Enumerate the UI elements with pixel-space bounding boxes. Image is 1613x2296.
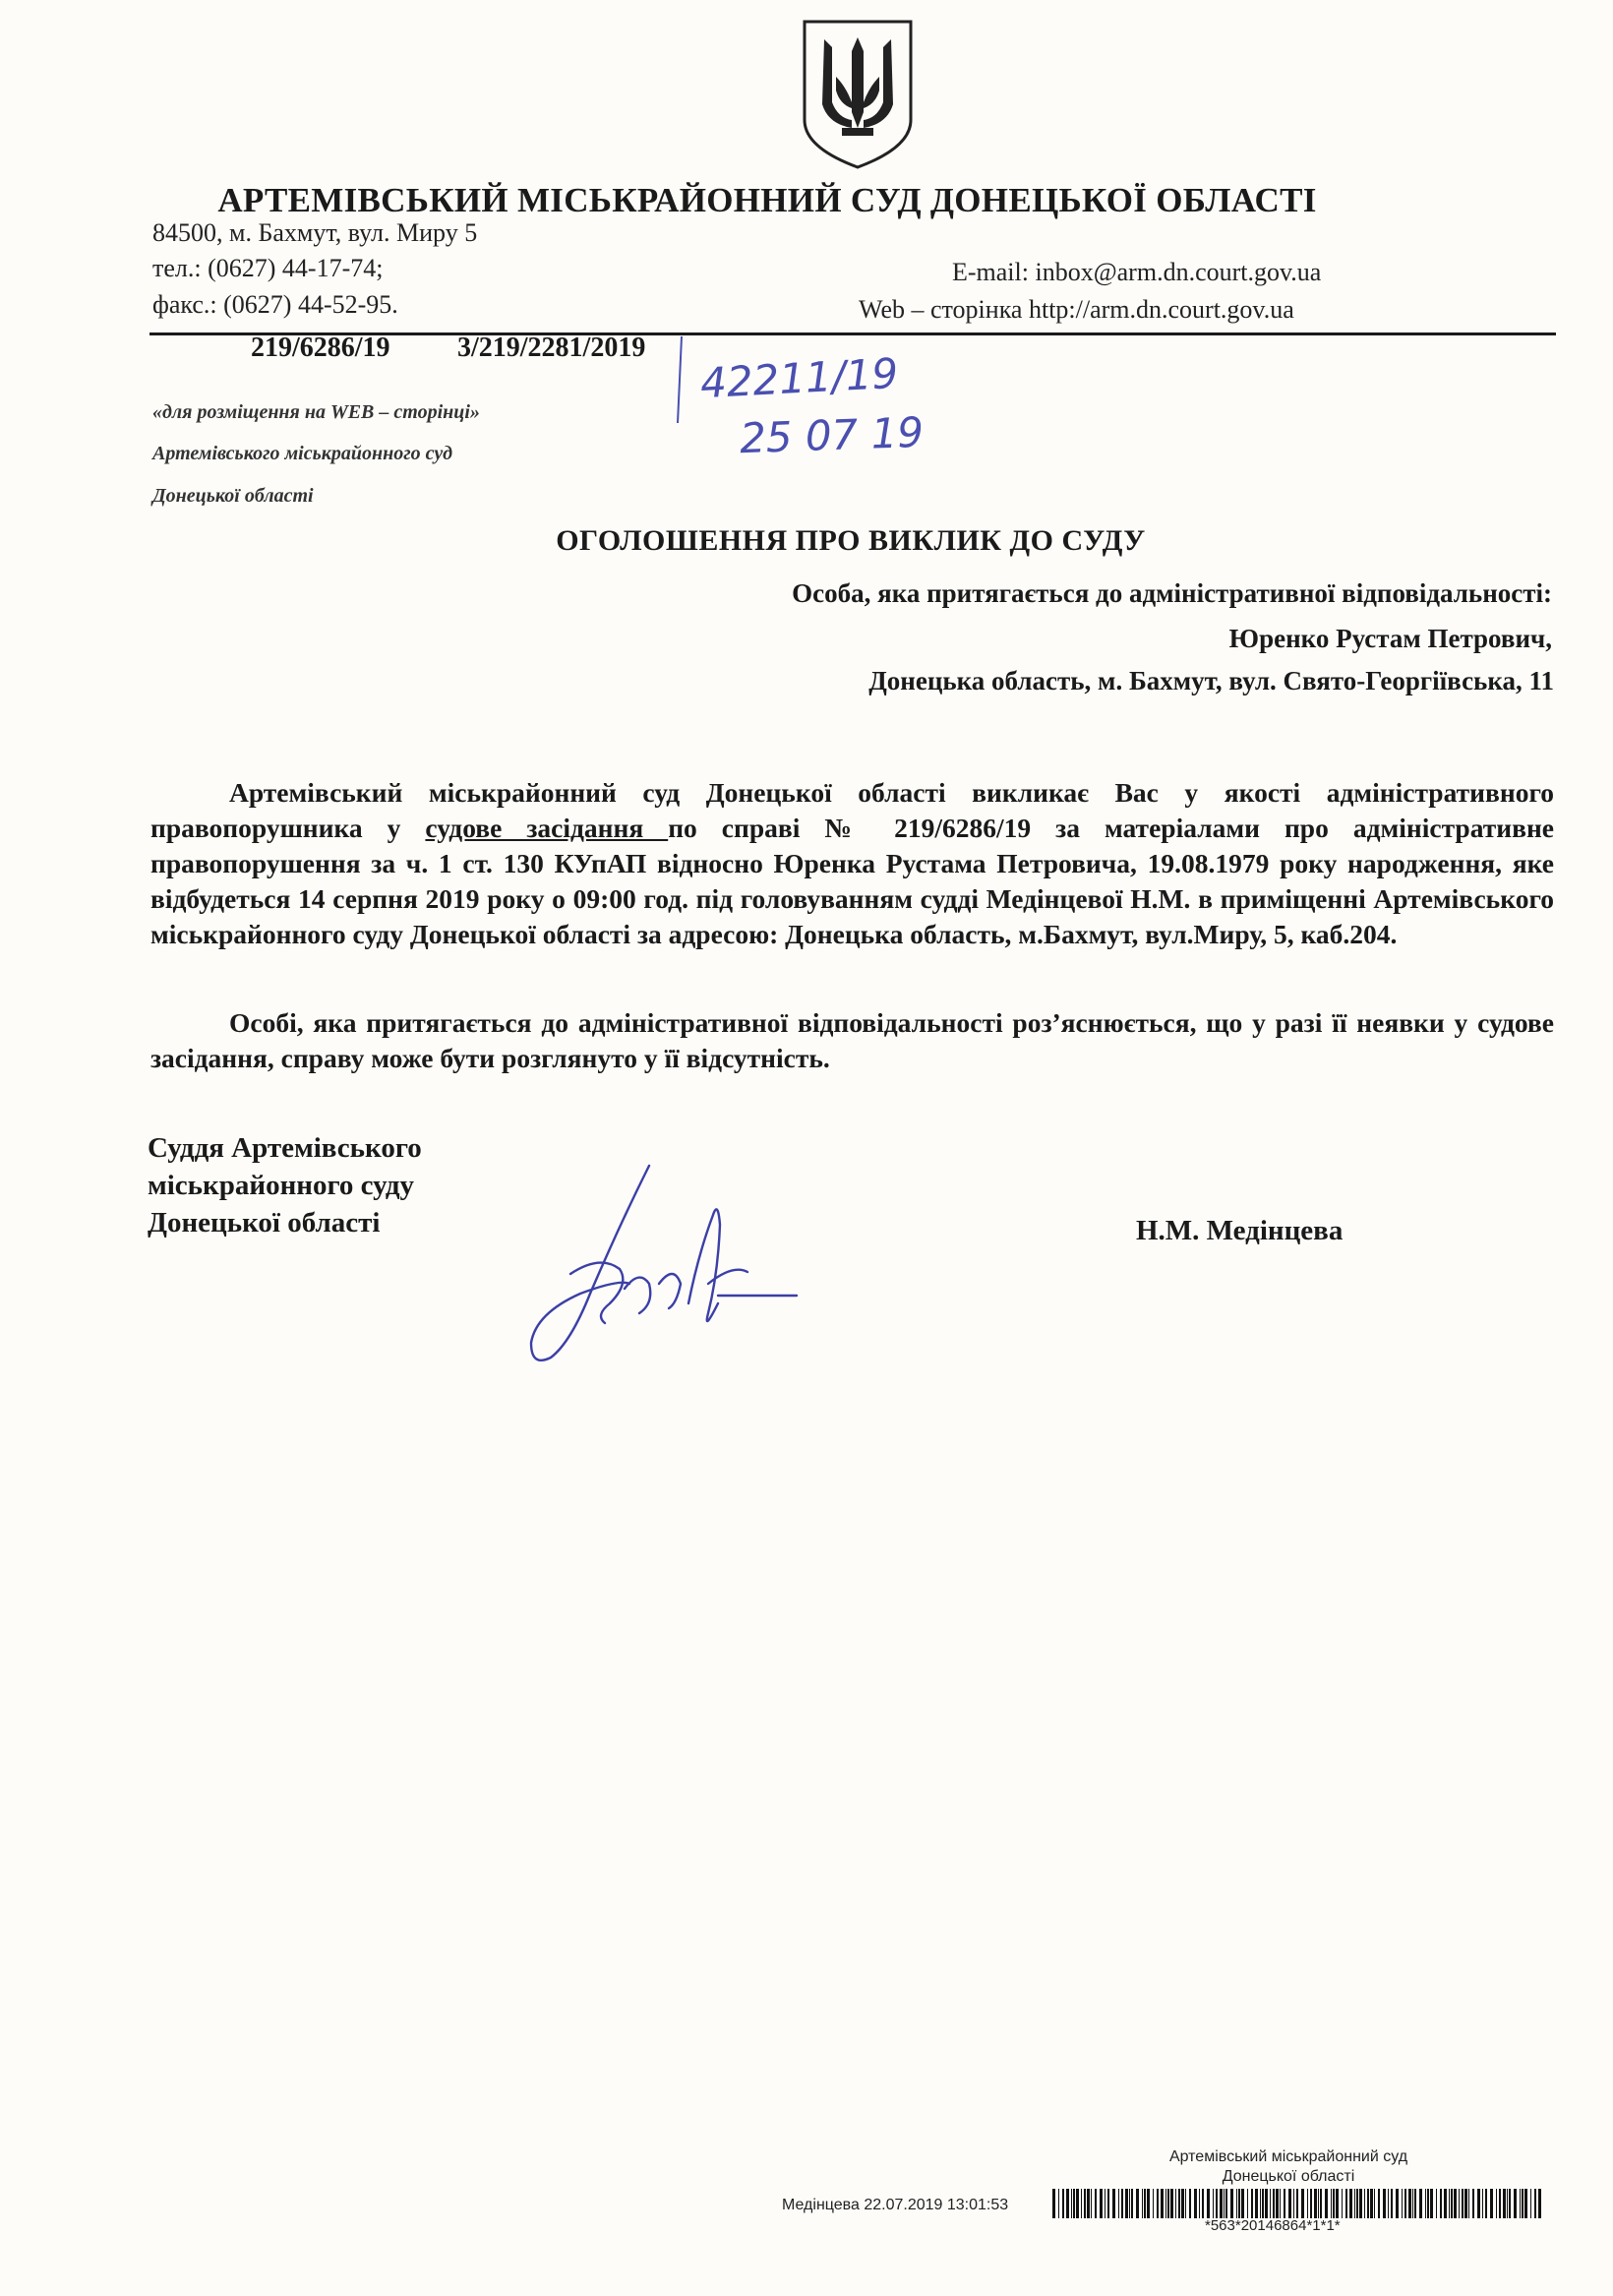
barcode-bar <box>1241 2189 1244 2218</box>
barcode-bar <box>1359 2189 1362 2218</box>
barcode-bar <box>1100 2189 1103 2218</box>
barcode-bar <box>1125 2189 1128 2218</box>
stamp-court-line: Донецької області <box>1222 2168 1355 2185</box>
barcode-bar <box>1247 2189 1248 2218</box>
judge-signature <box>511 1156 826 1372</box>
barcode-bar <box>1524 2189 1527 2218</box>
handwritten-registration-number: 42211/19 <box>698 348 900 408</box>
barcode-bar <box>1066 2189 1069 2218</box>
barcode-bar <box>1425 2189 1426 2218</box>
barcode-bar <box>1087 2189 1090 2218</box>
placement-note-line: «для розміщення на WEB – сторінці» <box>152 401 480 423</box>
barcode-bar <box>1202 2189 1204 2218</box>
barcode-bar <box>1325 2189 1328 2218</box>
barcode-bar <box>1058 2189 1059 2218</box>
barcode-bar <box>1118 2189 1119 2218</box>
barcode-bar <box>1129 2189 1130 2218</box>
barcode-bar <box>1449 2189 1450 2218</box>
barcode-bar <box>1499 2189 1501 2218</box>
barcode-bar <box>1496 2189 1497 2218</box>
absence-notice-paragraph: Особі, яка притягається до адміністративної відповідальності роз’яснюється, що у разі її неявки у судове засідання, справу може бути розглянуто у її відсутність. <box>150 1007 1554 1073</box>
stamp-signer-timestamp: Медінцева 22.07.2019 13:01:53 <box>782 2197 1009 2213</box>
barcode-bar <box>1374 2189 1375 2218</box>
barcode-bar <box>1095 2189 1097 2218</box>
document-title: ОГОЛОШЕННЯ ПРО ВИКЛИК ДО СУДУ <box>556 524 1146 557</box>
recipient-address: Донецька область, м. Бахмут, вул. Свято-Георгіївська, 11 <box>868 666 1554 695</box>
barcode-bar <box>1314 2189 1317 2218</box>
barcode-bar <box>1462 2189 1464 2218</box>
barcode-bar <box>1459 2189 1460 2218</box>
placement-note-line: Донецької області <box>152 485 314 507</box>
barcode-bar <box>1349 2189 1352 2218</box>
barcode-bar <box>1167 2189 1169 2218</box>
barcode-bar <box>1224 2189 1225 2218</box>
barcode-bar <box>1112 2189 1115 2218</box>
barcode-bar <box>1255 2189 1258 2218</box>
barcode-bar <box>1482 2189 1483 2218</box>
barcode-bar <box>1320 2189 1322 2218</box>
handwritten-slash <box>677 334 683 425</box>
barcode-bar <box>1175 2189 1176 2218</box>
barcode-bar <box>1367 2189 1369 2218</box>
court-fax: факс.: (0627) 44-52-95. <box>152 290 398 319</box>
barcode-bar <box>1121 2189 1123 2218</box>
proceeding-number: 3/219/2281/2019 <box>457 332 646 363</box>
barcode-bar <box>1396 2189 1399 2218</box>
case-number: 219/6286/19 <box>251 332 390 363</box>
barcode-bar <box>1354 2189 1355 2218</box>
barcode-bar <box>1318 2189 1319 2218</box>
barcode-bar <box>1288 2189 1291 2218</box>
judge-position-line: Суддя Артемівського <box>148 1132 422 1164</box>
handwritten-registration-date: 25 07 19 <box>739 407 925 463</box>
barcode-bar <box>1084 2189 1086 2218</box>
recipient-name: Юренко Рустам Петрович, <box>1228 624 1552 653</box>
barcode-bar <box>1333 2189 1335 2218</box>
barcode-bar <box>1342 2189 1343 2218</box>
court-address: 84500, м. Бахмут, вул. Миру 5 <box>152 218 478 247</box>
barcode-bar <box>1477 2189 1480 2218</box>
judge-name: Н.М. Медінцева <box>1136 1215 1344 1246</box>
barcode-bar <box>1430 2189 1433 2218</box>
judge-position-line: Донецької області <box>148 1207 381 1239</box>
barcode-bar <box>1199 2189 1200 2218</box>
barcode-bar <box>1530 2189 1531 2218</box>
barcode-bar <box>1538 2189 1541 2218</box>
barcode-bar <box>1490 2189 1493 2218</box>
barcode-bar <box>1345 2189 1347 2218</box>
barcode-bar <box>1144 2189 1146 2218</box>
barcode-bar <box>1520 2189 1521 2218</box>
barcode-bar <box>1301 2189 1304 2218</box>
barcode-bar <box>1185 2189 1186 2218</box>
barcode-bar <box>1161 2189 1164 2218</box>
barcode-bar <box>1260 2189 1261 2218</box>
barcode-bar <box>1419 2189 1422 2218</box>
barcode-bar <box>1454 2189 1457 2218</box>
barcode-bar <box>1451 2189 1453 2218</box>
barcode-bar <box>1157 2189 1159 2218</box>
barcode-bar <box>1142 2189 1143 2218</box>
barcode-bar <box>1412 2189 1413 2218</box>
barcode-bar <box>1189 2189 1191 2218</box>
barcode-bar <box>1107 2189 1109 2218</box>
judge-position-line: міськрайонного суду <box>148 1170 415 1201</box>
summons-text-end: по справі № 219/6286/19 за матеріалами про адміністративне правопорушення за ч. 1 ст. 130 КУпАП відносно Юренка Рустама Петровича, 19.08.1979 року народження, яке відбудеться 14 серпня 2019 року о 09:00 год. під головуванням судді Медінцевої Н.М. в приміщенні Артемівського міськрайонного суду Донецької області за адресою: Донецька область, м.Бахмут, вул.Миру, 5, каб.204. <box>150 813 1554 949</box>
barcode-bar <box>1170 2189 1173 2218</box>
document-barcode <box>1052 2189 1544 2220</box>
barcode-bar <box>1136 2189 1139 2218</box>
barcode-bar <box>1265 2189 1268 2218</box>
barcode-bar <box>1414 2189 1416 2218</box>
barcode-bar <box>1336 2189 1339 2218</box>
barcode-bar <box>1388 2189 1389 2218</box>
barcode-bar <box>1391 2189 1393 2218</box>
barcode-bar <box>1534 2189 1536 2218</box>
barcode-bar <box>1213 2189 1214 2218</box>
barcode-bar <box>1370 2189 1373 2218</box>
court-name: АРТЕМІВСЬКИЙ МІСЬКРАЙОННИЙ СУД ДОНЕЦЬКОЇ ОБЛАСТІ <box>217 181 1317 219</box>
barcode-bar <box>1307 2189 1308 2218</box>
barcode-bar <box>1293 2189 1294 2218</box>
barcode-bar <box>1181 2189 1184 2218</box>
barcode-bar <box>1225 2189 1227 2218</box>
barcode-bar <box>1402 2189 1403 2218</box>
barcode-bar <box>1331 2189 1332 2218</box>
barcode-bar <box>1468 2189 1469 2218</box>
barcode-bar <box>1310 2189 1312 2218</box>
barcode-bar <box>1276 2189 1279 2218</box>
summons-text-start: Артемівський міськрайонний суд Донецької області викликає Вас у якості адміністративного правопорушника у <box>150 777 1554 843</box>
barcode-bar <box>1062 2189 1064 2218</box>
summons-text-underlined: судове засідання <box>425 813 669 843</box>
barcode-bar <box>1165 2189 1166 2218</box>
barcode-bar <box>1220 2189 1223 2218</box>
barcode-bar <box>1280 2189 1281 2218</box>
stamp-document-code: *563*20146864*1*1* <box>1205 2217 1341 2234</box>
electronic-stamp-court <box>1141 2147 1436 2187</box>
court-phone: тел.: (0627) 44-17-74; <box>152 254 384 282</box>
barcode-bar <box>1296 2189 1298 2218</box>
barcode-bar <box>1404 2189 1406 2218</box>
barcode-bar <box>1131 2189 1133 2218</box>
placement-note-line: Артемівського міськрайонного суд <box>152 443 453 464</box>
barcode-bar <box>1076 2189 1079 2218</box>
summons-paragraph <box>150 775 1554 952</box>
barcode-bar <box>1507 2189 1508 2218</box>
barcode-bar <box>1178 2189 1180 2218</box>
barcode-bar <box>1052 2189 1055 2218</box>
barcode-bar <box>1364 2189 1365 2218</box>
trident-emblem-icon <box>799 18 917 171</box>
barcode-bar <box>1383 2189 1386 2218</box>
barcode-bar <box>1472 2189 1474 2218</box>
barcode-bar <box>1485 2189 1487 2218</box>
barcode-bar <box>1464 2189 1467 2218</box>
barcode-bar <box>1236 2189 1237 2218</box>
barcode-bar <box>1081 2189 1082 2218</box>
barcode-bar <box>1408 2189 1411 2218</box>
barcode-bar <box>1230 2189 1233 2218</box>
barcode-bar <box>1194 2189 1197 2218</box>
barcode-bar <box>1251 2189 1253 2218</box>
barcode-bar <box>1216 2189 1218 2218</box>
barcode-bar <box>1436 2189 1437 2218</box>
barcode-bar <box>1071 2189 1072 2218</box>
barcode-bar <box>1273 2189 1275 2218</box>
barcode-bar <box>1262 2189 1264 2218</box>
barcode-bar <box>1427 2189 1429 2218</box>
barcode-bar <box>1238 2189 1240 2218</box>
barcode-bar <box>1091 2189 1092 2218</box>
barcode-bar <box>1147 2189 1150 2218</box>
barcode-bar <box>1514 2189 1517 2218</box>
barcode-bar <box>1270 2189 1271 2218</box>
court-email: E-mail: inbox@arm.dn.court.gov.ua <box>952 258 1322 286</box>
barcode-bar <box>1073 2189 1075 2218</box>
barcode-bar <box>1440 2189 1442 2218</box>
barcode-bar <box>1378 2189 1380 2218</box>
barcode-bar <box>1284 2189 1285 2218</box>
recipient-role: Особа, яка притягається до адміністративної відповідальності: <box>792 578 1552 608</box>
barcode-bar <box>1509 2189 1511 2218</box>
stamp-court-line: Артемівський міськрайонний суд <box>1168 2148 1408 2165</box>
barcode-bar <box>1503 2189 1506 2218</box>
barcode-bar <box>1207 2189 1210 2218</box>
barcode-bar <box>1356 2189 1358 2218</box>
judge-position <box>148 1129 422 1241</box>
court-website: Web – сторінка http://arm.dn.court.gov.ua <box>859 295 1294 324</box>
barcode-bar <box>1153 2189 1154 2218</box>
barcode-bar <box>1444 2189 1447 2218</box>
barcode-bar <box>1522 2189 1523 2218</box>
